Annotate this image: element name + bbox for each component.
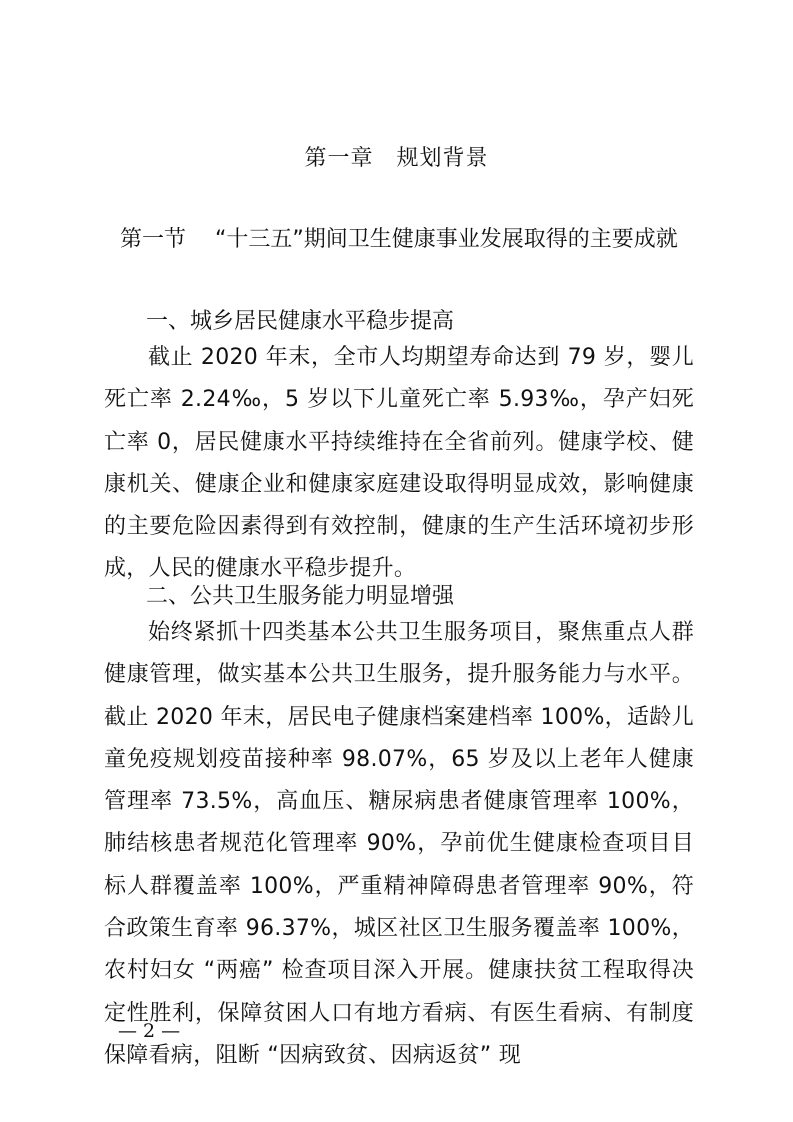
chapter-title: 第一章 规划背景 [304, 146, 489, 171]
subsection-paragraph-2: 始终紧抓十四类基本公共卫生服务项目，聚焦重点人群健康管理，做实基本公共卫生服务，提升服务能力与水平。截止 2020 年末，居民电子健康档案建档率 100%，适龄儿童免疫规划疫苗接种率 98.07%，65 岁及以上老年人健康管理率 73.5%，高血压、糖尿病患者健康管理率 100%，肺结核患者规范化管理率 90%，孕前优生健康检查项目目标人群覆盖率 100%，严重精神障碍患者管理率 90%，符合政策生育率 96.37%，城区社区卫生服务覆盖率 100%，农村妇女 “两癌” 检查项目深入开展。健康扶贫工程取得决定性胜利，保障贫困人口有地方看病、有医生看病、有制度保障看病，阻断 “因病致贫、因病返贫” 现 [104, 620, 694, 1068]
page-number: — 2 — [118, 1020, 181, 1042]
section-title: 第一节 “十三五”期间卫生健康事业发展取得的主要成就 [120, 227, 678, 252]
subsection-paragraph-1: 截止 2020 年末，全市人均期望寿命达到 79 岁，婴儿死亡率 2.24‰，5 岁以下儿童死亡率 5.93‰，孕产妇死亡率 0，居民健康水平持续维持在全省前列。健康学校、健康机关、健康企业和健康家庭建设取得明显成效，影响健康的主要危险因素得到有效控制，健康的生产生活环境初步形成，人民的健康水平稳步提升。 [104, 345, 694, 582]
subsection-heading-2: 二、公共卫生服务能力明显增强 [146, 584, 455, 609]
subsection-heading-1: 一、城乡居民健康水平稳步提高 [146, 309, 455, 334]
